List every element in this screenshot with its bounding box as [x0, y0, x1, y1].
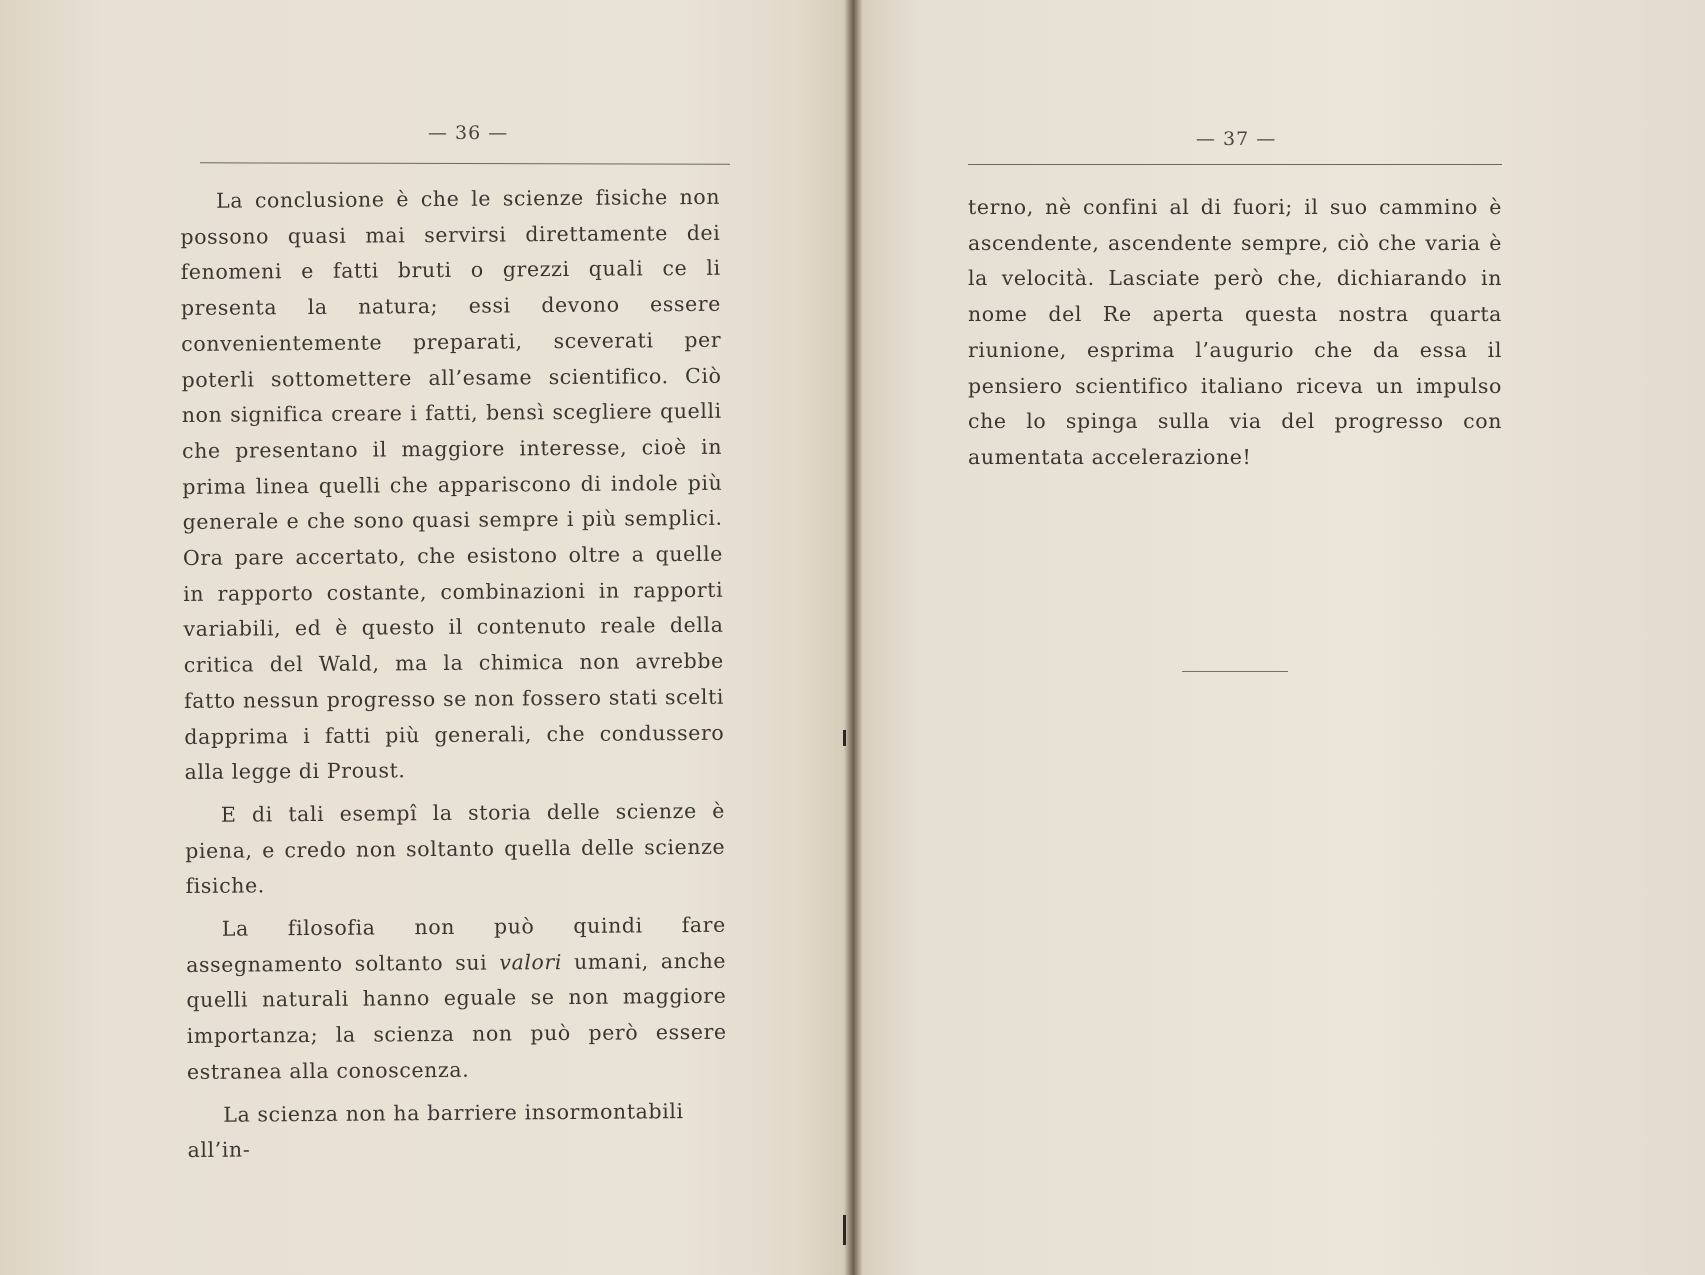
paragraph-text: La conclusione è che le scienze fisiche non possono quasi mai servirsi direttamente dei fenomeni e fatti bruti o grezzi quali ce li presenta la natura; essi devono essere convenientemente preparati, sceverati per poterli sottomettere all’esame scientifico. Ciò non significa creare i fatti, bensì scegliere quelli che presentano il maggiore interesse, cioè in prima linea quelli che appariscono di indole più generale e che sono quasi sempre i più semplici. Ora pare accertato, che esistono oltre a quelle in rapporto costante, combinazioni in rapporti variabili, ed è questo il contenuto reale della critica del Wald, ma la chimica non avrebbe fatto nessun progresso se non fossero stati scelti dapprima i fatti più generali, che condussero alla legge di Proust.: [180, 184, 725, 785]
paragraph: [180, 180, 725, 791]
page-number: — 36 —: [428, 122, 509, 144]
paragraph: [968, 190, 1502, 476]
left-page: [0, 0, 852, 1275]
paragraph-text: La scienza non ha barriere insormontabili all’in-: [187, 1098, 684, 1163]
paragraph: [185, 794, 726, 905]
body-text: [968, 190, 1502, 483]
spine-mark: [843, 730, 846, 746]
header-rule: [200, 162, 730, 164]
header-rule: [968, 164, 1502, 165]
paragraph: [186, 908, 727, 1091]
right-page: [858, 0, 1705, 1275]
paragraph: [187, 1093, 728, 1169]
italic-word: valori: [499, 949, 563, 975]
paragraph-text: E di tali esempî la storia delle scienze è piena, e credo non soltanto quella delle scienze fisiche.: [185, 798, 726, 899]
spine-mark: [843, 1215, 846, 1245]
body-text: [180, 180, 728, 1176]
paragraph-text: terno, nè confini al di fuori; il suo cammino è ascendente, ascendente sempre, ciò che varia è la velocità. Lasciate però che, dichiarando in nome del Re aperta questa nostra quarta riunione, esprima l’augurio che da essa il pensiero scientifico italiano riceva un impulso che lo spinga sulla via del progresso con aumentata accelerazione!: [968, 195, 1502, 469]
end-rule: [1182, 671, 1288, 672]
page-number: — 37 —: [1196, 128, 1277, 150]
paragraph-text: umani, anche quelli naturali hanno eguale se non maggiore importanza; la scienza non può però essere estranea alla conoscenza.: [186, 948, 727, 1084]
paragraph-text: La filosofia non può quindi fare assegnamento soltanto sui: [186, 912, 726, 977]
